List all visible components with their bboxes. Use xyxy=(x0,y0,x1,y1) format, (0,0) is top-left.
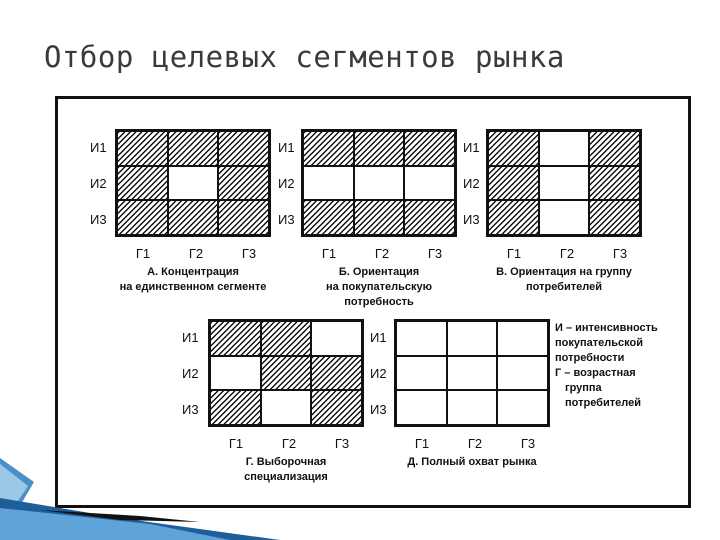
grid-panel-v xyxy=(486,129,642,237)
segment-cell-i1-g1 xyxy=(303,131,354,166)
caption-panel-v: В. Ориентация на группу потребителей xyxy=(496,266,632,293)
segment-cell-i3-g2 xyxy=(354,200,405,235)
row-label-i1: И1 xyxy=(278,140,295,155)
segment-cell-i2-g2 xyxy=(261,356,312,391)
segment-cell-i1-g2 xyxy=(354,131,405,166)
col-label-g3: Г3 xyxy=(612,246,628,261)
segment-cell-i2-g1 xyxy=(210,356,261,391)
grid-panel-g xyxy=(208,319,364,427)
segment-cell-i3-g3 xyxy=(497,390,548,425)
segment-cell-i2-g2 xyxy=(354,166,405,201)
segment-cell-i2-g3 xyxy=(589,166,640,201)
caption-panel-d: Д. Полный охват рынка xyxy=(407,456,537,468)
col-label-g2: Г2 xyxy=(188,246,204,261)
row-label-i1: И1 xyxy=(463,140,480,155)
segment-cell-i2-g3 xyxy=(404,166,455,201)
segment-cell-i3-g3 xyxy=(589,200,640,235)
col-label-g1: Г1 xyxy=(506,246,522,261)
legend-line: И – интенсивность xyxy=(555,322,658,334)
segment-cell-i2-g3 xyxy=(218,166,269,201)
row-label-i1: И1 xyxy=(90,140,107,155)
row-label-i3: И3 xyxy=(463,212,480,227)
col-label-g1: Г1 xyxy=(228,436,244,451)
segment-selection-figure xyxy=(55,96,691,508)
segment-cell-i1-g1 xyxy=(488,131,539,166)
row-label-i2: И2 xyxy=(463,176,480,191)
col-label-g3: Г3 xyxy=(427,246,443,261)
segment-cell-i1-g2 xyxy=(261,321,312,356)
segment-cell-i3-g3 xyxy=(404,200,455,235)
legend-line: Г – возрастная xyxy=(555,367,636,379)
row-label-i3: И3 xyxy=(90,212,107,227)
caption-panel-g: Г. Выборочная специализация xyxy=(244,456,328,483)
row-label-i1: И1 xyxy=(370,330,387,345)
row-label-i1: И1 xyxy=(182,330,199,345)
col-label-g3: Г3 xyxy=(241,246,257,261)
row-label-i2: И2 xyxy=(90,176,107,191)
segment-cell-i2-g3 xyxy=(311,356,362,391)
segment-cell-i3-g1 xyxy=(303,200,354,235)
segment-cell-i1-g1 xyxy=(396,321,447,356)
segment-cell-i3-g2 xyxy=(168,200,219,235)
row-label-i2: И2 xyxy=(278,176,295,191)
slide-corner-decoration xyxy=(0,458,280,540)
col-label-g3: Г3 xyxy=(520,436,536,451)
segment-cell-i1-g3 xyxy=(311,321,362,356)
col-label-g3: Г3 xyxy=(334,436,350,451)
segment-cell-i1-g3 xyxy=(497,321,548,356)
segment-cell-i3-g2 xyxy=(539,200,590,235)
row-label-i3: И3 xyxy=(370,402,387,417)
col-label-g2: Г2 xyxy=(374,246,390,261)
segment-cell-i2-g1 xyxy=(117,166,168,201)
col-label-g1: Г1 xyxy=(414,436,430,451)
legend xyxy=(555,321,695,411)
page-title: Отбор целевых сегментов рынка xyxy=(44,40,565,74)
legend-line: потребности xyxy=(555,352,625,364)
segment-cell-i2-g1 xyxy=(303,166,354,201)
row-label-i2: И2 xyxy=(182,366,199,381)
segment-cell-i3-g2 xyxy=(447,390,498,425)
segment-cell-i1-g2 xyxy=(447,321,498,356)
segment-cell-i2-g1 xyxy=(396,356,447,391)
legend-line: группа xyxy=(565,382,602,394)
segment-cell-i1-g3 xyxy=(589,131,640,166)
grid-panel-d xyxy=(394,319,550,427)
segment-cell-i1-g2 xyxy=(168,131,219,166)
segment-cell-i2-g2 xyxy=(168,166,219,201)
col-label-g1: Г1 xyxy=(135,246,151,261)
row-label-i3: И3 xyxy=(278,212,295,227)
grid-panel-a xyxy=(115,129,271,237)
segment-cell-i2-g1 xyxy=(488,166,539,201)
segment-cell-i1-g1 xyxy=(210,321,261,356)
segment-cell-i1-g3 xyxy=(218,131,269,166)
row-label-i2: И2 xyxy=(370,366,387,381)
segment-cell-i2-g2 xyxy=(447,356,498,391)
caption-panel-b: Б. Ориентация на покупательскую потребность xyxy=(326,266,432,308)
col-label-g2: Г2 xyxy=(281,436,297,451)
row-label-i3: И3 xyxy=(182,402,199,417)
legend-line: покупательской xyxy=(555,337,643,349)
segment-cell-i3-g1 xyxy=(117,200,168,235)
col-label-g2: Г2 xyxy=(467,436,483,451)
segment-cell-i3-g2 xyxy=(261,390,312,425)
segment-cell-i3-g1 xyxy=(210,390,261,425)
segment-cell-i3-g3 xyxy=(218,200,269,235)
segment-cell-i3-g1 xyxy=(396,390,447,425)
segment-cell-i1-g2 xyxy=(539,131,590,166)
col-label-g1: Г1 xyxy=(321,246,337,261)
segment-cell-i2-g3 xyxy=(497,356,548,391)
grid-panel-b xyxy=(301,129,457,237)
segment-cell-i3-g1 xyxy=(488,200,539,235)
segment-cell-i2-g2 xyxy=(539,166,590,201)
segment-cell-i3-g3 xyxy=(311,390,362,425)
caption-panel-a: А. Концентрация на единственном сегменте xyxy=(119,266,267,293)
segment-cell-i1-g1 xyxy=(117,131,168,166)
col-label-g2: Г2 xyxy=(559,246,575,261)
legend-line: потребителей xyxy=(565,397,641,409)
segment-cell-i1-g3 xyxy=(404,131,455,166)
